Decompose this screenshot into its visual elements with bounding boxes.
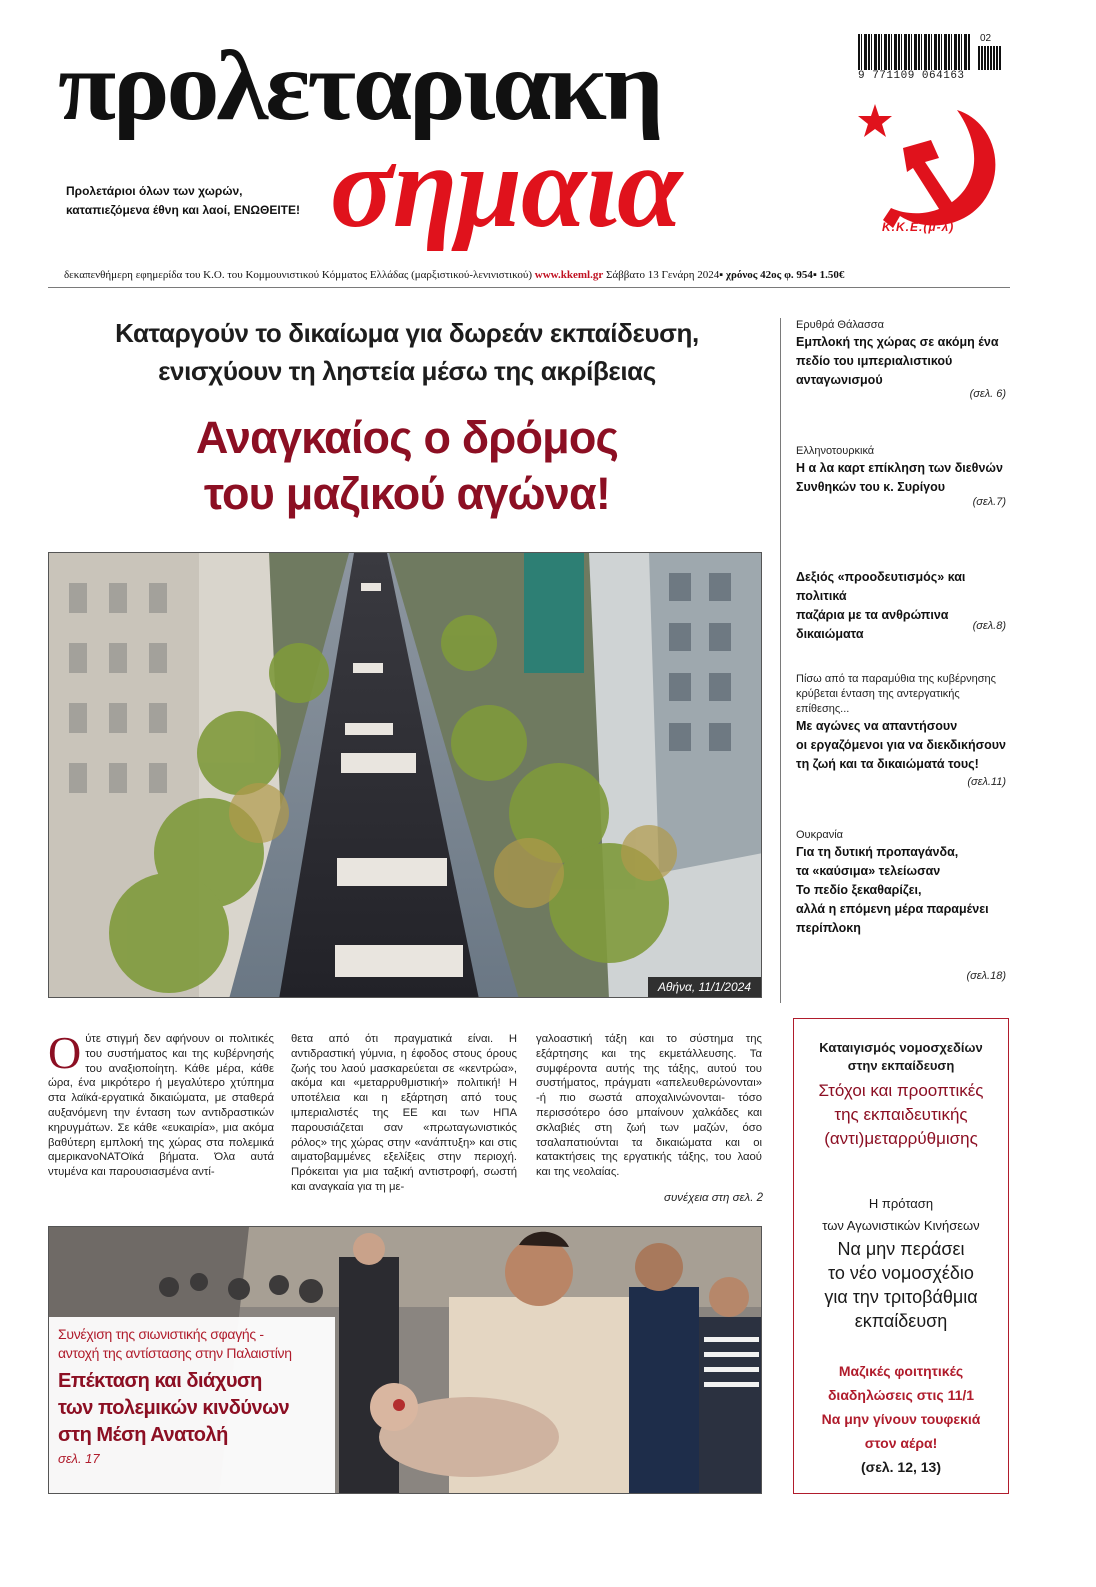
second-story-page: σελ. 17 [58,1451,100,1466]
second-story-kicker-line: Συνέχιση της σιωνιστικής σφαγής - [58,1326,264,1342]
sidebar-title-line: Δεξιός «προοδευτισμός» και πολιτικά [796,570,966,603]
education-box[interactable] [793,1018,1009,1494]
sidebar-title-line: Η α λα καρτ επίκληση των διεθνών [796,461,1003,475]
box-subheadline-line: Να μην περάσει [837,1239,965,1259]
motto [66,182,336,220]
sidebar-title-line: αλλά η επόμενη μέρα παραμένει [796,902,989,916]
sidebar-title-line: Το πεδίο ξεκαθαρίζει, [796,883,922,897]
box-protests-line: διαδηλώσεις στις 11/1 [827,1387,975,1403]
second-story-headline [58,1368,327,1449]
sidebar-title [796,333,1014,390]
barcode-bars [858,34,970,70]
sidebar-title-line: Με αγώνες να απαντήσουν [796,719,958,733]
sidebar-item-greek-turkish[interactable] [796,444,1014,508]
sidebar-title-line: Για τη δυτική προπαγάνδα, [796,845,959,859]
sidebar-title [796,843,1014,938]
masthead-title-bottom: σημαια [330,121,682,252]
box-kicker-line: στην εκπαίδευση [847,1058,955,1073]
info-line: δεκαπενθήμερη εφημερίδα του Κ.Ο. του Κομμουνιστικού Κόμματος Ελλάδας (μαρξιστικού-λενινιστικού) www.kkeml.gr Σάββατο 13 Γενάρη 2024▪ χρόνος 42ος φ. 954▪ 1.50€ [64,269,845,281]
sidebar-title-line: ανταγωνισμού [796,373,883,387]
issue-number: χρόνος 42ος φ. 954 [725,269,813,281]
motto-line: καταπιεζόμενα έθνη και λαοί, ΕΝΩΘΕΙΤΕ! [66,203,300,217]
sidebar-title-line: παζάρια με τα ανθρώπινα δικαιώματα [796,608,949,641]
second-story-headline-line: στη Μέση Ανατολή [58,1424,228,1446]
sidebar-item-progressivism[interactable] [796,568,1014,644]
party-label: Κ.Κ.Ε.(μ-λ) [882,220,955,234]
second-story-kicker-line: αντοχή της αντίστασης στην Παλαιστίνη [58,1345,292,1361]
sidebar-item-labour[interactable] [796,672,1014,788]
box-headline-line: της εκπαιδευτικής [834,1105,968,1124]
article-column-1 [48,1027,274,1180]
sidebar-title [796,717,1014,774]
header-divider [48,287,1010,288]
main-kicker-line: ενισχύουν τη ληστεία μέσω της ακρίβειας [158,356,656,386]
sidebar-page: (σελ.18) [966,970,1006,982]
box-headline-line: (αντι)μεταρρύθμισης [824,1129,978,1148]
article-text: ύτε στιγμή δεν αφήνουν οι πολιτικές του συστήματος και της κυβέρνησής του αναξιοποίητη. Κάθε μέρα, κάθε ώρα, ένα μικρότερο ή μεγαλύτερο χτύπημα στα λαϊκά-εργατικά δικαιώματα, με σταθερά αυξανόμενη την ένταση των αντιδραστικών κηρυγμάτων. Σε κάθε «ευκαιρία», μια ακόμα βαθύτερη εμπλοκή της χώρας στα πολεμικά αμερικανοΝΑΤΟϊκά βήματα. Όλα αυτά ντυμένα και παρουσιασμένα αντί- [48,1033,274,1179]
barcode-addon-bars [978,46,1002,70]
box-kicker-line: Καταιγισμός νομοσχεδίων [819,1040,983,1055]
sidebar-title-line: περίπλοκη [796,921,861,935]
demonstration-photo-illustration [49,553,762,998]
sidebar-item-ukraine[interactable] [796,828,1014,982]
box-subkicker [794,1193,1008,1237]
sidebar-divider [780,318,781,1003]
drop-cap: Ο [48,1027,82,1078]
main-kicker [48,314,766,390]
second-story-overlay [49,1317,335,1494]
sidebar-page: (σελ. 6) [969,388,1006,400]
sidebar-kicker: Ελληνοτουρκικά [796,445,875,457]
main-headline-line: Αναγκαίος ο δρόμος [195,412,619,463]
sidebar-title-line: οι εργαζόμενοι για να διεκδικήσουν [796,738,1006,752]
box-subkicker-line: των Αγωνιστικών Κινήσεων [822,1218,980,1233]
sidebar-title-line: Εμπλοκή της χώρας σε ακόμη ένα [796,335,999,349]
sidebar-page: (σελ.11) [967,776,1006,788]
price: 1.50€ [819,269,845,281]
sidebar-page: (σελ.8) [972,620,1006,632]
article-text: γαλοαστική τάξη και το σύστημα της εξάρτησης και της εκμετάλλευσης. Τα συμφέροντα αυτής της τάξης, αυτού του συστήματος, πράγματι «απελευθερώνονται» -ή πιο σωστά αποχαλινώνονται- τόσο περισσότερο όσο μπαίνουν χαλκάδες και σκλαβιές στη ζωή των μαζών, όσο τσαλαπατιούνται τα δικαιώματα και οι κατακτήσεις της εργατικής τάξης, του λαού και της νεολαίας. [536,1033,762,1179]
second-story-kicker [58,1325,327,1363]
barcode-issue: 02 [980,33,992,44]
box-kicker [794,1039,1008,1075]
box-page: (σελ. 12, 13) [860,1459,942,1475]
box-protests [794,1359,1008,1455]
barcode [858,34,1003,84]
sidebar-kicker: Ερυθρά Θάλασσα [796,319,884,331]
box-subheadline [794,1237,1008,1333]
barcode-number: 9 771109 064163 [858,70,965,82]
sidebar-title-line: τα «καύσιμα» τελείωσαν [796,864,941,878]
sidebar-item-red-sea[interactable] [796,318,1014,400]
sidebar-kicker-line: κρύβεται ένταση της αντεργατικής επίθεσης... [796,688,960,715]
sidebar-kicker-line: Πίσω από τα παραμύθια της κυβέρνησης [796,673,996,685]
sidebar-title [796,459,1014,497]
box-subheadline-line: εκπαίδευση [854,1311,948,1331]
motto-line: Προλετάριοι όλων των χωρών, [66,184,243,198]
masthead-title-top: προλεταριακη [58,30,661,141]
website-link[interactable]: www.kkeml.gr [534,269,604,281]
gaza-photo [48,1226,762,1494]
second-story-headline-line: των πολεμικών κινδύνων [58,1397,290,1419]
sidebar-title [796,568,1014,644]
sidebar-page: (σελ.7) [972,496,1006,508]
box-protests-line: Μαζικές φοιτητικές [838,1363,964,1379]
box-headline [794,1079,1008,1151]
main-kicker-line: Καταργούν το δικαίωμα για δωρεάν εκπαίδευση, [115,318,699,348]
box-subkicker-line: Η πρόταση [868,1196,934,1211]
sidebar-title-line: τη ζωή και τα δικαιώματά τους! [796,757,979,771]
main-headline [48,410,766,522]
box-subheadline-line: για την τριτοβάθμια [824,1287,978,1307]
second-story-headline-line: Επέκταση και διάχυση [58,1370,262,1392]
sidebar-title-line: πεδίο του ιμπεριαλιστικού [796,354,953,368]
sidebar-kicker: Ουκρανία [796,829,843,841]
sidebar-kicker [796,672,1014,717]
main-headline-line: του μαζικού αγώνα! [203,468,611,519]
article-text: θετα από ότι πραγματικά είναι. Η αντιδραστική γύμνια, η έφοδος στους όρους ζωής του λαού μασκαρεύεται σε «κεντρώα», ακόμα και «μεταρρυθμιστική» πολιτική! Η υποτέλεια και η εξάρτηση από τους ιμπεριαλιστές της ΕΕ και των ΗΠΑ παρουσιάζεται σαν «πρωταγωνιστικός ρόλος» της χώρας στην «ανάπτυξη» και στις αιματοβαμμένες εξελίξεις στην περιοχή. Πρόκειται για μια ταξική αντιστροφή, σωστή και αναγκαία για τη με- [291,1033,517,1193]
paper-description: δεκαπενθήμερη εφημερίδα του Κ.Ο. του Κομμουνιστικού Κόμματος Ελλάδας (μαρξιστικού-λενινιστικού) [64,269,533,281]
article-column-3 [536,1032,762,1180]
box-headline-line: Στόχοι και προοπτικές [818,1081,984,1100]
hammer-sickle-star-icon [845,100,1000,235]
box-protests-line: στον αέρα! [864,1435,938,1451]
demonstration-photo [48,552,762,998]
photo-caption: Αθήνα, 11/1/2024 [648,977,761,997]
box-subheadline-line: το νέο νομοσχέδιο [828,1263,974,1283]
box-protests-line: Να μην γίνουν τουφεκιά [821,1411,981,1427]
issue-date: Σάββατο 13 Γενάρη 2024 [606,269,720,281]
continued-link[interactable]: συνέχεια στη σελ. 2 [664,1192,763,1204]
article-column-2 [291,1032,517,1195]
sidebar-title-line: Συνθηκών του κ. Συρίγου [796,480,946,494]
